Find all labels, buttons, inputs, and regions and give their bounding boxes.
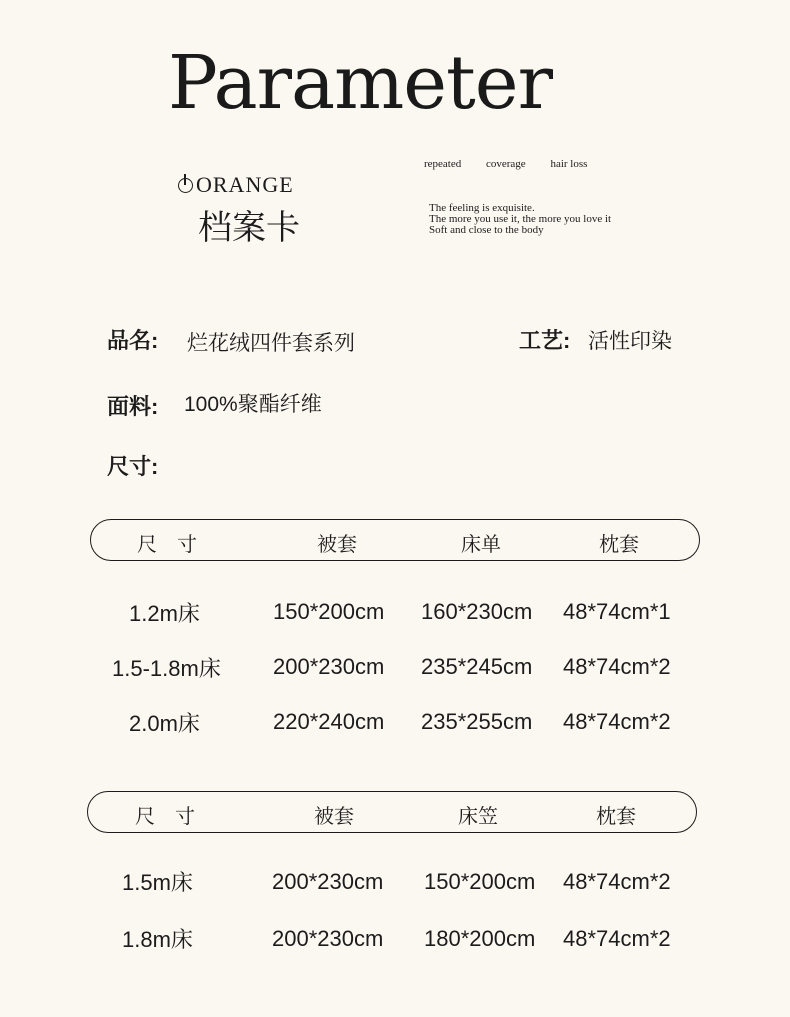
- table1-header-pillow: 枕套: [599, 532, 639, 556]
- fabric-value: 100%聚酯纤维: [184, 393, 322, 416]
- table2-header-pillow: 枕套: [596, 804, 636, 828]
- table2-header-fitted: 床笠: [458, 804, 498, 828]
- table2-header-duvet: 被套: [314, 804, 354, 828]
- table2-cell: 48*74cm*2: [563, 869, 671, 894]
- table2-header-size: 尺 寸: [135, 804, 195, 828]
- table1-cell: 200*230cm: [273, 654, 385, 679]
- table2-cell: 1.5m床: [122, 870, 193, 895]
- brand-name: [178, 172, 294, 198]
- table1-cell: 1.2m床: [129, 601, 200, 626]
- table1-cell: 1.5-1.8m床: [112, 656, 221, 681]
- tag: coverage: [486, 158, 526, 170]
- product-name-label: 品名:: [107, 328, 159, 353]
- quote-line: Soft and close to the body: [429, 224, 544, 236]
- table2-cell: 200*230cm: [272, 869, 384, 894]
- brand-text: ORANGE: [196, 172, 294, 197]
- orange-logo-icon: [178, 178, 193, 193]
- table2-cell: 200*230cm: [272, 926, 384, 951]
- table1-header-size: 尺 寸: [137, 532, 197, 556]
- page-title: Parameter: [168, 40, 552, 126]
- table1-cell: 48*74cm*2: [563, 709, 671, 734]
- quote-line: The feeling is exquisite.: [429, 202, 535, 214]
- tag-row: [424, 158, 609, 170]
- tag: repeated: [424, 158, 462, 170]
- table1-cell: 160*230cm: [421, 599, 533, 624]
- table2-header: [87, 791, 697, 833]
- table1-cell: 48*74cm*2: [563, 654, 671, 679]
- quote-line: The more you use it, the more you love it: [429, 213, 612, 225]
- craft-label: 工艺:: [519, 328, 571, 353]
- craft-value: 活性印染: [588, 330, 672, 353]
- tag: hair loss: [550, 158, 588, 170]
- doc-label: 档案卡: [198, 208, 300, 248]
- table2-cell: 150*200cm: [424, 869, 536, 894]
- table1-cell: 220*240cm: [273, 709, 385, 734]
- product-name-value: 烂花绒四件套系列: [187, 332, 355, 355]
- table1-cell: 150*200cm: [273, 599, 385, 624]
- table1-cell: 235*255cm: [421, 709, 533, 734]
- table1-cell: 48*74cm*1: [563, 599, 671, 624]
- fabric-label: 面料:: [107, 394, 159, 419]
- table1-header: [90, 519, 700, 561]
- table2-cell: 1.8m床: [122, 927, 193, 952]
- table1-header-duvet: 被套: [317, 532, 357, 556]
- table2-cell: 48*74cm*2: [563, 926, 671, 951]
- table1-cell: 235*245cm: [421, 654, 533, 679]
- table1-header-sheet: 床单: [461, 532, 501, 556]
- table1-cell: 2.0m床: [129, 711, 200, 736]
- size-label: 尺寸:: [107, 454, 159, 479]
- table2-cell: 180*200cm: [424, 926, 536, 951]
- quote-block: [429, 203, 611, 236]
